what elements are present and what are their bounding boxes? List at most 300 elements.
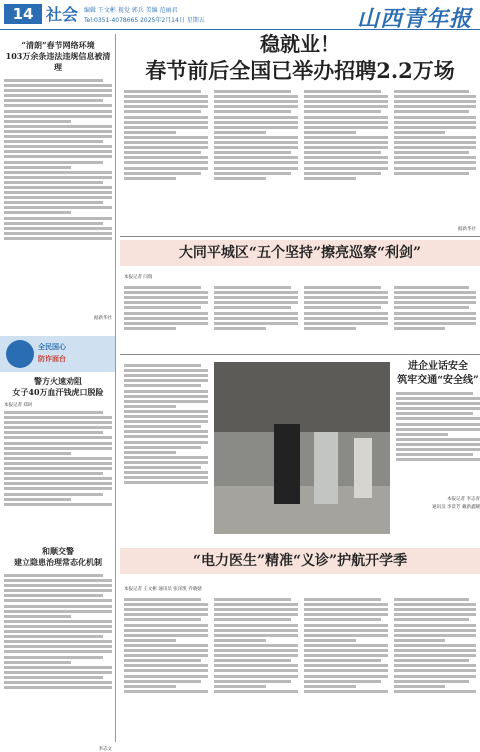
- text-line-placeholder: [124, 415, 208, 418]
- text-line-placeholder: [4, 503, 112, 506]
- text-line-placeholder: [4, 84, 112, 87]
- text-line-placeholder: [214, 613, 298, 616]
- text-line-placeholder: [214, 126, 298, 129]
- text-line-placeholder: [394, 126, 476, 129]
- lead-col-1: [124, 88, 208, 224]
- divider-line: [120, 236, 480, 237]
- text-line-placeholder: [4, 640, 112, 643]
- text-line-placeholder: [214, 644, 298, 647]
- text-line-placeholder: [4, 462, 112, 465]
- text-line-placeholder: [214, 301, 298, 304]
- text-line-placeholder: [394, 312, 476, 315]
- story-author: 本报记者 郑珂: [4, 403, 33, 408]
- text-line-placeholder: [124, 430, 208, 433]
- text-line-placeholder: [304, 603, 388, 606]
- text-line-placeholder: [124, 301, 208, 304]
- text-line-placeholder: [124, 95, 208, 98]
- text-line-placeholder: [304, 146, 388, 149]
- text-line-placeholder: [214, 680, 291, 683]
- text-line-placeholder: [394, 167, 476, 170]
- text-line-placeholder: [214, 624, 298, 627]
- text-line-placeholder: [124, 639, 176, 642]
- text-line-placeholder: [394, 156, 476, 159]
- text-line-placeholder: [124, 451, 176, 454]
- text-line-placeholder: [4, 120, 71, 123]
- banner-line1: 全民国心: [38, 343, 66, 351]
- text-line-placeholder: [124, 146, 208, 149]
- text-line-placeholder: [4, 79, 103, 82]
- text-line-placeholder: [4, 416, 112, 419]
- text-line-placeholder: [124, 161, 208, 164]
- text-line-placeholder: [214, 659, 291, 662]
- text-line-placeholder: [214, 100, 298, 103]
- text-line-placeholder: [4, 411, 103, 414]
- text-line-placeholder: [394, 634, 476, 637]
- text-line-placeholder: [4, 191, 112, 194]
- text-line-placeholder: [394, 629, 476, 632]
- text-line-placeholder: [4, 686, 112, 689]
- text-line-placeholder: [4, 201, 103, 204]
- text-line-placeholder: [124, 476, 208, 479]
- text-line-placeholder: [124, 395, 208, 398]
- text-line-placeholder: [124, 100, 208, 103]
- text-line-placeholder: [4, 130, 112, 133]
- text-line-placeholder: [214, 603, 298, 606]
- story-title: 和顺交警: [42, 546, 74, 556]
- text-line-placeholder: [304, 296, 388, 299]
- officer-figure-2: [314, 432, 338, 504]
- text-line-placeholder: [4, 671, 112, 674]
- text-line-placeholder: [394, 131, 445, 134]
- text-line-placeholder: [124, 461, 208, 464]
- text-line-placeholder: [214, 598, 291, 601]
- text-line-placeholder: [4, 161, 103, 164]
- text-line-placeholder: [396, 402, 480, 405]
- text-line-placeholder: [124, 390, 208, 393]
- text-line-placeholder: [394, 306, 469, 309]
- text-line-placeholder: [214, 306, 291, 309]
- text-line-placeholder: [4, 99, 103, 102]
- text-line-placeholder: [4, 599, 112, 602]
- text-line-placeholder: [4, 620, 112, 623]
- text-line-placeholder: [4, 237, 112, 240]
- text-line-placeholder: [304, 690, 388, 693]
- text-line-placeholder: [124, 420, 208, 423]
- text-line-placeholder: [124, 306, 201, 309]
- text-line-placeholder: [304, 100, 388, 103]
- text-line-placeholder: [304, 649, 388, 652]
- text-line-placeholder: [214, 177, 266, 180]
- text-line-placeholder: [124, 110, 201, 113]
- text-line-placeholder: [4, 630, 112, 633]
- text-line-placeholder: [304, 639, 356, 642]
- text-line-placeholder: [124, 598, 201, 601]
- datong-author: 本报记者 闫瑞: [124, 275, 153, 280]
- text-line-placeholder: [4, 452, 71, 455]
- text-line-placeholder: [124, 629, 208, 632]
- datong-col-3: [304, 284, 388, 350]
- text-line-placeholder: [394, 327, 445, 330]
- text-line-placeholder: [4, 457, 112, 460]
- text-line-placeholder: [214, 90, 291, 93]
- text-line-placeholder: [394, 121, 476, 124]
- text-line-placeholder: [4, 232, 112, 235]
- text-line-placeholder: [214, 121, 298, 124]
- text-line-placeholder: [4, 140, 103, 143]
- traffic-police-photo: [214, 362, 390, 534]
- text-line-placeholder: [124, 481, 208, 484]
- text-line-placeholder: [394, 95, 476, 98]
- text-line-placeholder: [394, 317, 476, 320]
- text-line-placeholder: [4, 487, 112, 490]
- text-line-placeholder: [124, 410, 208, 413]
- text-line-placeholder: [124, 379, 208, 382]
- text-line-placeholder: [214, 291, 298, 294]
- text-line-placeholder: [214, 608, 298, 611]
- officer-figure-1: [274, 424, 300, 504]
- text-line-placeholder: [4, 605, 112, 608]
- text-line-placeholder: [304, 90, 381, 93]
- text-line-placeholder: [394, 618, 469, 621]
- text-line-placeholder: [394, 296, 476, 299]
- text-line-placeholder: [4, 145, 112, 148]
- text-line-placeholder: [396, 417, 480, 420]
- story-body: [396, 392, 480, 496]
- text-line-placeholder: [394, 603, 476, 606]
- text-line-placeholder: [396, 423, 480, 426]
- text-line-placeholder: [394, 685, 445, 688]
- text-line-placeholder: [124, 317, 208, 320]
- text-line-placeholder: [124, 151, 201, 154]
- text-line-placeholder: [124, 425, 201, 428]
- text-line-placeholder: [304, 95, 388, 98]
- police-badge-icon: [6, 340, 34, 368]
- text-line-placeholder: [4, 166, 71, 169]
- text-line-placeholder: [304, 669, 388, 672]
- text-line-placeholder: [394, 291, 476, 294]
- text-line-placeholder: [396, 412, 473, 415]
- text-line-placeholder: [4, 176, 112, 179]
- text-line-placeholder: [4, 442, 112, 445]
- text-line-placeholder: [304, 312, 388, 315]
- text-line-placeholder: [124, 322, 208, 325]
- text-line-placeholder: [214, 669, 298, 672]
- text-line-placeholder: [304, 629, 388, 632]
- text-line-placeholder: [4, 579, 112, 582]
- text-line-placeholder: [124, 654, 208, 657]
- text-line-placeholder: [4, 467, 112, 470]
- text-line-placeholder: [304, 634, 388, 637]
- story-subtitle: 女子40万血汗钱虎口脱险: [12, 387, 104, 397]
- page-header: [0, 0, 480, 30]
- story-subtitle: 建立隐患治理常态化机制: [14, 557, 102, 567]
- text-line-placeholder: [394, 613, 476, 616]
- text-line-placeholder: [4, 125, 112, 128]
- text-line-placeholder: [124, 603, 208, 606]
- text-line-placeholder: [214, 296, 298, 299]
- text-line-placeholder: [124, 291, 208, 294]
- text-line-placeholder: [396, 458, 480, 461]
- text-line-placeholder: [394, 659, 469, 662]
- text-line-placeholder: [394, 669, 476, 672]
- story-body: [4, 79, 112, 315]
- text-line-placeholder: [304, 322, 388, 325]
- story-credit: 通讯员 李景芳 戴新鑫曜: [432, 505, 480, 510]
- text-line-placeholder: [124, 141, 208, 144]
- text-line-placeholder: [4, 615, 71, 618]
- text-line-placeholder: [4, 589, 112, 592]
- text-line-placeholder: [394, 598, 469, 601]
- issue-date-line: Tel:0351-4078665 2025年2月14日 星期五: [84, 17, 205, 24]
- text-line-placeholder: [304, 116, 388, 119]
- text-line-placeholder: [394, 110, 469, 113]
- text-line-placeholder: [124, 608, 208, 611]
- text-line-placeholder: [124, 644, 208, 647]
- text-line-placeholder: [4, 94, 112, 97]
- text-line-placeholder: [304, 161, 388, 164]
- text-line-placeholder: [4, 150, 112, 153]
- text-line-placeholder: [304, 654, 388, 657]
- text-line-placeholder: [124, 649, 208, 652]
- text-line-placeholder: [396, 392, 473, 395]
- story-traffic-safety: [396, 360, 480, 510]
- text-line-placeholder: [394, 161, 476, 164]
- text-line-placeholder: [304, 151, 381, 154]
- text-line-placeholder: [4, 472, 103, 475]
- text-line-placeholder: [214, 675, 298, 678]
- text-line-placeholder: [304, 664, 388, 667]
- text-line-placeholder: [214, 690, 298, 693]
- text-line-placeholder: [214, 286, 291, 289]
- newspaper-masthead-logo: 山西青年报: [356, 6, 472, 32]
- doctor-author: 本报记者 王文彬 通讯员 张泽凯 乔晓婧: [124, 587, 202, 592]
- text-line-placeholder: [124, 624, 208, 627]
- page-number: 14: [4, 4, 42, 24]
- text-line-placeholder: [4, 656, 103, 659]
- text-line-placeholder: [4, 421, 112, 424]
- story-title: 警方火速劝阻: [34, 376, 82, 386]
- text-line-placeholder: [394, 172, 469, 175]
- doctor-col-1: [124, 596, 208, 738]
- story-title: 进企业话安全: [408, 361, 468, 372]
- text-line-placeholder: [396, 453, 473, 456]
- story-heshun-traffic: [4, 546, 112, 752]
- story-body: [4, 411, 112, 549]
- text-line-placeholder: [304, 172, 381, 175]
- text-line-placeholder: [124, 296, 208, 299]
- text-line-placeholder: [396, 438, 480, 441]
- text-line-placeholder: [124, 121, 208, 124]
- text-line-placeholder: [124, 131, 176, 134]
- text-line-placeholder: [394, 675, 476, 678]
- text-line-placeholder: [304, 110, 381, 113]
- text-line-placeholder: [304, 291, 388, 294]
- text-line-placeholder: [124, 286, 201, 289]
- datong-story-body: [124, 284, 476, 350]
- text-line-placeholder: [4, 181, 103, 184]
- text-line-placeholder: [4, 635, 103, 638]
- text-line-placeholder: [394, 664, 476, 667]
- text-line-placeholder: [4, 426, 112, 429]
- text-line-placeholder: [396, 433, 448, 436]
- text-line-placeholder: [304, 685, 356, 688]
- text-line-placeholder: [124, 659, 201, 662]
- text-line-placeholder: [304, 156, 388, 159]
- text-line-placeholder: [214, 161, 298, 164]
- lead-headline-line1: 稳就业！: [260, 32, 340, 56]
- lead-col-2: [214, 88, 298, 224]
- text-line-placeholder: [304, 126, 388, 129]
- text-line-placeholder: [394, 301, 476, 304]
- text-line-placeholder: [4, 645, 112, 648]
- text-line-placeholder: [124, 364, 201, 367]
- editor-credits: 编辑 王文彬 视觉 郭兵 美编 范丽君: [84, 7, 178, 14]
- text-line-placeholder: [214, 116, 298, 119]
- story-clean-network: [4, 40, 112, 321]
- text-line-placeholder: [394, 136, 476, 139]
- lead-col-4: [394, 88, 476, 216]
- text-line-placeholder: [214, 639, 266, 642]
- doctor-col-2: [214, 596, 298, 738]
- text-line-placeholder: [4, 436, 112, 439]
- text-line-placeholder: [124, 456, 208, 459]
- text-line-placeholder: [4, 211, 71, 214]
- text-line-placeholder: [304, 598, 381, 601]
- text-line-placeholder: [4, 574, 103, 577]
- text-line-placeholder: [4, 196, 112, 199]
- text-line-placeholder: [4, 89, 112, 92]
- text-line-placeholder: [214, 322, 298, 325]
- datong-col-1: [124, 284, 208, 350]
- text-line-placeholder: [394, 90, 469, 93]
- story-subtitle: 筑牢交通“安全线”: [397, 375, 479, 386]
- section-title: 社会: [46, 5, 79, 24]
- text-line-placeholder: [214, 629, 298, 632]
- story-title: “清朗”春节网络环境: [21, 40, 95, 50]
- text-line-placeholder: [124, 116, 208, 119]
- text-line-placeholder: [124, 327, 176, 330]
- story-author: 本报记者 李志青: [447, 497, 480, 502]
- text-line-placeholder: [4, 217, 112, 220]
- lead-col-3: [304, 88, 388, 224]
- text-line-placeholder: [124, 680, 201, 683]
- text-line-placeholder: [124, 466, 201, 469]
- text-line-placeholder: [4, 610, 112, 613]
- text-line-placeholder: [4, 498, 71, 501]
- text-line-placeholder: [214, 327, 266, 330]
- text-line-placeholder: [396, 448, 480, 451]
- text-line-placeholder: [4, 135, 112, 138]
- text-line-placeholder: [304, 131, 356, 134]
- lead-source: 据新华社: [458, 227, 476, 232]
- text-line-placeholder: [304, 121, 388, 124]
- text-line-placeholder: [214, 618, 291, 621]
- text-line-placeholder: [394, 116, 476, 119]
- text-line-placeholder: [4, 594, 103, 597]
- lead-headline-line2: 春节前后全国已举办招聘2.2万场: [145, 58, 455, 83]
- anti-fraud-banner: [0, 336, 115, 372]
- text-line-placeholder: [394, 644, 476, 647]
- text-line-placeholder: [394, 151, 469, 154]
- text-line-placeholder: [4, 171, 112, 174]
- text-line-placeholder: [396, 407, 480, 410]
- text-line-placeholder: [124, 435, 208, 438]
- text-line-placeholder: [124, 634, 208, 637]
- text-line-placeholder: [304, 167, 388, 170]
- banner-line2: 防诈面台: [38, 355, 66, 363]
- text-line-placeholder: [124, 156, 208, 159]
- text-line-placeholder: [124, 312, 208, 315]
- text-line-placeholder: [394, 105, 476, 108]
- text-line-placeholder: [124, 384, 201, 387]
- text-line-placeholder: [124, 177, 176, 180]
- text-line-placeholder: [4, 110, 112, 113]
- text-line-placeholder: [394, 624, 476, 627]
- doctor-col-4: [394, 596, 476, 738]
- text-line-placeholder: [124, 374, 208, 377]
- text-line-placeholder: [4, 661, 71, 664]
- text-line-placeholder: [124, 685, 176, 688]
- text-line-placeholder: [304, 327, 356, 330]
- text-line-placeholder: [4, 482, 112, 485]
- divider-line: [120, 354, 480, 355]
- text-line-placeholder: [4, 155, 112, 158]
- text-line-placeholder: [214, 156, 298, 159]
- datong-headline: 大同平城区“五个坚持”擦亮巡察“利剑”: [178, 245, 422, 261]
- text-line-placeholder: [214, 664, 298, 667]
- text-line-placeholder: [394, 322, 476, 325]
- text-line-placeholder: [4, 431, 103, 434]
- text-line-placeholder: [124, 172, 201, 175]
- text-line-placeholder: [394, 608, 476, 611]
- text-line-placeholder: [304, 177, 356, 180]
- story-body: [4, 574, 112, 746]
- text-line-placeholder: [124, 669, 208, 672]
- datong-col-5: [124, 362, 208, 538]
- text-line-placeholder: [4, 666, 112, 669]
- text-line-placeholder: [304, 624, 388, 627]
- text-line-placeholder: [214, 685, 266, 688]
- text-line-placeholder: [396, 428, 480, 431]
- text-line-placeholder: [394, 286, 469, 289]
- text-line-placeholder: [124, 618, 201, 621]
- text-line-placeholder: [394, 146, 476, 149]
- text-line-placeholder: [394, 141, 476, 144]
- text-line-placeholder: [124, 369, 208, 372]
- text-line-placeholder: [124, 90, 201, 93]
- text-line-placeholder: [4, 681, 112, 684]
- text-line-placeholder: [214, 146, 298, 149]
- story-byline: 据新华社: [94, 316, 112, 321]
- text-line-placeholder: [394, 690, 476, 693]
- text-line-placeholder: [4, 227, 112, 230]
- text-line-placeholder: [4, 222, 103, 225]
- text-line-placeholder: [304, 613, 388, 616]
- doctor-headline: “电力医生”精准“义诊”护航开学季: [192, 553, 408, 569]
- text-line-placeholder: [124, 126, 208, 129]
- text-line-placeholder: [394, 639, 445, 642]
- text-line-placeholder: [394, 100, 476, 103]
- text-line-placeholder: [214, 649, 298, 652]
- text-line-placeholder: [214, 105, 298, 108]
- text-line-placeholder: [124, 136, 208, 139]
- text-line-placeholder: [304, 608, 388, 611]
- text-line-placeholder: [304, 675, 388, 678]
- text-line-placeholder: [304, 306, 381, 309]
- text-line-placeholder: [394, 680, 469, 683]
- text-line-placeholder: [4, 104, 112, 107]
- story-subtitle: 103万余条违法违规信息被清理: [5, 51, 111, 72]
